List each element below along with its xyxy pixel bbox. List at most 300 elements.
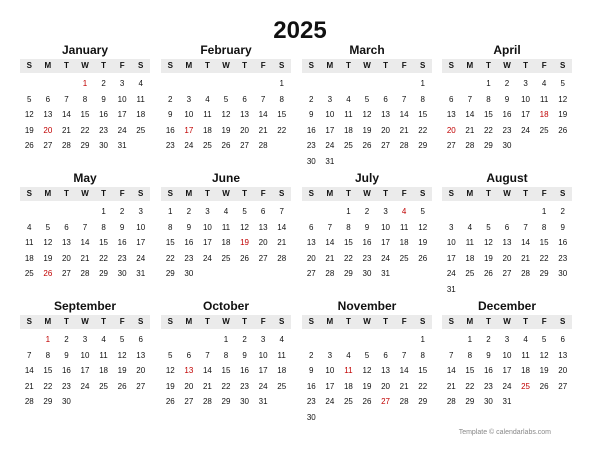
day-cell: 25 — [99, 381, 109, 391]
day-cell: 26 — [362, 141, 372, 150]
day-cell: 11 — [25, 238, 34, 247]
day-cell: 31 — [446, 284, 456, 294]
day-cell: 25 — [221, 253, 231, 263]
day-cell: 26 — [221, 141, 231, 150]
weekday-label: S — [560, 61, 566, 70]
day-cell: 22 — [165, 253, 175, 263]
day-cell: 15 — [418, 366, 428, 375]
day-cell: 30 — [184, 269, 194, 278]
weekday-label: T — [383, 61, 388, 70]
day-grid — [302, 332, 432, 425]
day-cell: 9 — [186, 222, 192, 232]
day-cell: 5 — [223, 94, 229, 104]
day-cell: 8 — [486, 94, 491, 104]
day-cell: 10 — [202, 222, 212, 232]
weekday-label: S — [279, 61, 285, 70]
day-cell: 6 — [138, 335, 143, 344]
day-cell: 14 — [446, 366, 456, 375]
holiday-day-cell: 19 — [240, 238, 250, 247]
weekday-label: S — [138, 61, 144, 70]
weekday-label: S — [138, 189, 144, 198]
day-cell: 19 — [418, 238, 428, 247]
day-cell: 18 — [136, 110, 146, 119]
day-cell: 23 — [306, 141, 316, 150]
day-cell: 15 — [343, 238, 353, 247]
weekday-label: M — [326, 189, 334, 198]
weekday-label: W — [81, 189, 89, 198]
weekday-label: M — [326, 61, 334, 70]
day-cell: 17 — [117, 110, 127, 119]
day-cell: 9 — [486, 350, 491, 360]
day-cell: 3 — [119, 79, 125, 88]
day-cell: 16 — [558, 238, 568, 247]
day-cell: 21 — [258, 125, 268, 135]
weekday-label: F — [119, 189, 125, 198]
day-cell: 3 — [449, 222, 454, 232]
day-cell: 28 — [258, 141, 268, 150]
day-cell: 21 — [521, 253, 531, 263]
empty-day-cell — [516, 204, 535, 220]
day-cell: 29 — [99, 269, 109, 278]
day-cell: 10 — [117, 94, 127, 104]
day-cell: 9 — [364, 222, 370, 232]
holiday-day-cell: 11 — [344, 366, 353, 375]
day-cell: 23 — [240, 381, 250, 391]
day-cell: 12 — [558, 94, 568, 104]
day-cell: 12 — [117, 350, 127, 360]
month-title: September — [53, 299, 117, 313]
day-cell: 8 — [168, 222, 173, 232]
day-cell: 4 — [523, 335, 528, 344]
day-cell: 31 — [136, 269, 146, 278]
weekday-header — [20, 315, 150, 329]
day-cell: 28 — [446, 397, 456, 406]
day-cell: 16 — [306, 381, 316, 391]
day-cell: 15 — [539, 238, 549, 247]
day-cell: 20 — [184, 381, 194, 391]
empty-day-cell — [217, 76, 236, 92]
empty-day-cell — [358, 76, 377, 92]
day-cell: 13 — [136, 350, 146, 360]
day-cell: 23 — [117, 253, 127, 263]
day-cell: 16 — [117, 238, 127, 247]
day-cell: 25 — [399, 253, 409, 263]
empty-day-cell — [235, 76, 254, 92]
day-cell: 14 — [325, 238, 335, 247]
empty-day-cell — [198, 76, 217, 92]
day-cell: 6 — [383, 94, 388, 104]
day-cell: 11 — [465, 238, 474, 247]
day-cell: 27 — [502, 269, 512, 278]
day-grid — [161, 204, 291, 282]
day-cell: 22 — [43, 381, 53, 391]
day-cell: 3 — [327, 94, 333, 104]
day-cell: 22 — [418, 125, 428, 135]
month-title: April — [493, 43, 521, 57]
holiday-day-cell: 26 — [43, 269, 53, 278]
day-cell: 23 — [306, 397, 316, 406]
day-cell: 4 — [101, 335, 106, 344]
day-cell: 19 — [117, 366, 127, 375]
day-cell: 4 — [138, 79, 143, 88]
weekday-label: T — [101, 317, 106, 326]
day-cell: 15 — [80, 110, 90, 119]
weekday-label: M — [185, 61, 193, 70]
day-cell: 5 — [541, 335, 547, 344]
empty-day-cell — [57, 76, 76, 92]
day-cell: 9 — [309, 366, 314, 375]
holiday-day-cell: 27 — [381, 397, 391, 406]
day-cell: 22 — [277, 125, 287, 135]
day-cell: 27 — [184, 397, 194, 406]
day-cell: 7 — [401, 350, 407, 360]
day-cell: 19 — [362, 381, 372, 391]
day-cell: 8 — [279, 94, 284, 104]
weekday-label: T — [383, 189, 388, 198]
day-cell: 5 — [45, 222, 51, 232]
day-cell: 14 — [258, 110, 268, 119]
weekday-header — [302, 187, 432, 201]
month-september — [20, 299, 150, 410]
day-cell: 20 — [258, 238, 268, 247]
weekday-label: F — [401, 189, 407, 198]
day-cell: 30 — [240, 397, 250, 406]
weekday-label: S — [420, 317, 426, 326]
day-cell: 2 — [168, 94, 173, 104]
day-cell: 11 — [99, 350, 108, 360]
day-grid — [161, 332, 291, 410]
weekday-label: M — [185, 317, 193, 326]
day-cell: 4 — [467, 222, 473, 232]
holiday-day-cell: 17 — [184, 125, 194, 135]
day-grid — [161, 76, 291, 154]
empty-day-cell — [498, 204, 517, 220]
day-cell: 2 — [560, 207, 565, 216]
day-cell: 13 — [446, 110, 456, 119]
day-cell: 12 — [165, 366, 175, 375]
day-cell: 15 — [165, 238, 175, 247]
day-cell: 12 — [221, 110, 231, 119]
day-cell: 26 — [117, 381, 127, 391]
day-cell: 2 — [119, 207, 125, 216]
month-title: November — [337, 299, 397, 313]
day-cell: 13 — [558, 350, 568, 360]
day-grid — [20, 332, 150, 410]
day-cell: 14 — [399, 110, 409, 119]
empty-day-cell — [442, 204, 461, 220]
day-cell: 21 — [277, 238, 287, 247]
day-cell: 20 — [240, 125, 250, 135]
weekday-label: T — [242, 189, 247, 198]
weekday-label: T — [204, 189, 210, 198]
day-cell: 30 — [306, 412, 316, 422]
month-title: August — [486, 171, 528, 185]
day-cell: 18 — [343, 381, 353, 391]
day-cell: 2 — [101, 79, 106, 88]
weekday-label: W — [503, 61, 511, 70]
month-title: May — [73, 171, 97, 185]
day-cell: 10 — [446, 238, 456, 247]
day-cell: 21 — [446, 381, 456, 391]
weekday-label: W — [81, 61, 89, 70]
day-cell: 19 — [483, 253, 493, 263]
weekday-label: W — [363, 317, 371, 326]
day-cell: 27 — [306, 269, 316, 278]
day-cell: 1 — [420, 79, 425, 88]
day-cell: 20 — [306, 253, 316, 263]
day-cell: 7 — [260, 94, 266, 104]
day-cell: 4 — [346, 350, 351, 360]
weekday-label: M — [466, 317, 474, 326]
day-grid — [442, 76, 572, 154]
day-cell: 6 — [45, 94, 51, 104]
weekday-header — [442, 315, 572, 329]
day-cell: 9 — [101, 94, 106, 104]
weekday-label: F — [260, 317, 266, 326]
day-cell: 23 — [502, 125, 512, 135]
day-cell: 8 — [45, 350, 51, 360]
weekday-label: T — [523, 61, 528, 70]
weekday-label: F — [401, 61, 407, 70]
day-cell: 18 — [277, 366, 287, 375]
day-cell: 3 — [82, 335, 88, 344]
day-cell: 24 — [136, 253, 146, 263]
empty-day-cell — [461, 76, 480, 92]
month-title: December — [477, 299, 537, 313]
day-cell: 23 — [558, 253, 568, 263]
weekday-label: T — [63, 189, 69, 198]
day-cell: 3 — [504, 335, 510, 344]
day-cell: 20 — [381, 125, 391, 135]
day-cell: 11 — [136, 94, 145, 104]
day-cell: 1 — [346, 207, 351, 216]
weekday-label: S — [167, 61, 173, 70]
weekday-header — [442, 187, 572, 201]
day-grid — [442, 204, 572, 297]
day-cell: 29 — [221, 397, 231, 406]
day-cell: 23 — [99, 125, 109, 135]
day-cell: 18 — [343, 125, 353, 135]
day-cell: 4 — [27, 222, 32, 232]
empty-day-cell — [198, 332, 217, 348]
day-cell: 17 — [521, 110, 531, 119]
month-title: October — [202, 299, 249, 313]
day-cell: 11 — [539, 94, 549, 104]
day-cell: 16 — [362, 238, 372, 247]
month-february — [161, 43, 291, 154]
day-cell: 8 — [223, 350, 229, 360]
weekday-label: T — [485, 61, 491, 70]
day-cell: 26 — [483, 269, 493, 278]
day-cell: 19 — [43, 253, 53, 263]
day-cell: 16 — [502, 110, 512, 119]
day-cell: 30 — [483, 397, 493, 406]
day-cell: 23 — [184, 253, 194, 263]
day-cell: 19 — [362, 125, 372, 135]
weekday-label: W — [81, 317, 89, 326]
day-cell: 8 — [420, 350, 425, 360]
day-cell: 14 — [80, 238, 90, 247]
day-cell: 11 — [221, 222, 231, 232]
weekday-label: F — [119, 317, 125, 326]
day-cell: 16 — [306, 125, 316, 135]
day-cell: 14 — [521, 238, 531, 247]
weekday-label: T — [523, 189, 528, 198]
day-cell: 13 — [240, 110, 250, 119]
weekday-label: S — [420, 61, 426, 70]
day-cell: 25 — [277, 381, 287, 391]
day-cell: 15 — [221, 366, 231, 375]
day-cell: 9 — [119, 222, 125, 232]
day-cell: 1 — [279, 79, 284, 88]
day-cell: 24 — [502, 381, 512, 391]
day-cell: 6 — [449, 94, 454, 104]
day-cell: 24 — [117, 125, 127, 135]
day-cell: 14 — [61, 110, 71, 119]
weekday-label: W — [503, 189, 511, 198]
day-cell: 27 — [61, 269, 71, 278]
day-cell: 26 — [165, 397, 175, 406]
day-cell: 28 — [521, 269, 531, 278]
empty-day-cell — [339, 332, 358, 348]
day-cell: 7 — [279, 207, 284, 216]
day-cell: 9 — [64, 350, 69, 360]
day-cell: 2 — [242, 335, 247, 344]
weekday-label: S — [448, 189, 454, 198]
empty-day-cell — [321, 204, 340, 220]
day-cell: 3 — [186, 94, 192, 104]
weekday-label: F — [401, 317, 407, 326]
day-cell: 3 — [260, 335, 266, 344]
day-cell: 25 — [24, 269, 34, 278]
day-cell: 12 — [362, 110, 372, 119]
weekday-label: F — [541, 61, 547, 70]
month-title: January — [61, 43, 109, 57]
day-cell: 24 — [381, 253, 391, 263]
day-cell: 25 — [136, 125, 146, 135]
day-cell: 27 — [446, 141, 456, 150]
empty-day-cell — [321, 332, 340, 348]
day-cell: 6 — [242, 94, 247, 104]
empty-day-cell — [376, 332, 395, 348]
day-cell: 20 — [502, 253, 512, 263]
day-cell: 23 — [362, 253, 372, 263]
weekday-label: W — [363, 61, 371, 70]
weekday-label: T — [101, 61, 106, 70]
weekday-label: T — [523, 317, 528, 326]
day-cell: 11 — [203, 110, 212, 119]
day-cell: 3 — [523, 79, 528, 88]
day-cell: 4 — [205, 94, 210, 104]
day-cell: 30 — [558, 269, 568, 278]
day-cell: 9 — [309, 110, 314, 119]
empty-day-cell — [76, 204, 95, 220]
day-cell: 1 — [467, 335, 473, 344]
weekday-header — [161, 59, 291, 73]
empty-day-cell — [321, 76, 340, 92]
day-cell: 20 — [381, 381, 391, 391]
weekday-label: M — [185, 189, 193, 198]
day-cell: 15 — [99, 238, 109, 247]
weekday-label: S — [420, 189, 426, 198]
day-cell: 23 — [165, 141, 175, 150]
day-cell: 29 — [418, 397, 428, 406]
weekday-label: T — [63, 61, 69, 70]
weekday-header — [302, 59, 432, 73]
day-cell: 17 — [325, 381, 335, 391]
empty-day-cell — [180, 332, 199, 348]
day-cell: 27 — [240, 141, 250, 150]
holiday-day-cell: 4 — [401, 207, 407, 216]
day-cell: 28 — [80, 269, 90, 278]
weekday-label: F — [260, 61, 266, 70]
day-cell: 26 — [240, 253, 250, 263]
weekday-label: M — [466, 61, 474, 70]
day-cell: 24 — [521, 125, 531, 135]
empty-day-cell — [358, 332, 377, 348]
day-cell: 26 — [558, 125, 568, 135]
day-cell: 8 — [82, 94, 88, 104]
day-cell: 16 — [61, 366, 71, 375]
weekday-header — [161, 187, 291, 201]
day-cell: 18 — [521, 366, 531, 375]
day-cell: 18 — [99, 366, 109, 375]
holiday-day-cell: 20 — [446, 125, 456, 135]
holiday-day-cell: 25 — [521, 381, 531, 391]
day-cell: 17 — [258, 366, 268, 375]
weekday-label: S — [26, 317, 32, 326]
day-cell: 14 — [24, 366, 34, 375]
day-cell: 16 — [184, 238, 194, 247]
day-cell: 9 — [560, 222, 565, 232]
weekday-label: W — [363, 189, 371, 198]
empty-day-cell — [302, 332, 321, 348]
day-cell: 6 — [560, 335, 565, 344]
day-cell: 23 — [483, 381, 493, 391]
day-cell: 29 — [483, 141, 493, 150]
weekday-label: S — [26, 189, 32, 198]
day-cell: 2 — [186, 207, 192, 216]
day-cell: 25 — [539, 125, 549, 135]
day-cell: 13 — [43, 110, 53, 119]
day-cell: 17 — [80, 366, 90, 375]
empty-day-cell — [20, 204, 39, 220]
footer-credit: Template © calendarlabs.com — [458, 429, 551, 436]
day-cell: 12 — [240, 222, 250, 232]
weekday-label: S — [26, 61, 32, 70]
day-cell: 2 — [364, 207, 370, 216]
day-cell: 30 — [502, 141, 512, 150]
day-cell: 16 — [165, 125, 175, 135]
day-cell: 18 — [221, 238, 231, 247]
weekday-label: S — [279, 317, 285, 326]
day-cell: 26 — [362, 397, 372, 406]
day-cell: 13 — [502, 238, 512, 247]
day-cell: 27 — [381, 141, 391, 150]
month-may — [20, 171, 150, 282]
empty-day-cell — [442, 332, 461, 348]
day-cell: 3 — [327, 350, 333, 360]
month-january — [20, 43, 150, 154]
day-cell: 14 — [277, 222, 287, 232]
weekday-label: S — [308, 61, 314, 70]
day-cell: 29 — [465, 397, 475, 406]
weekday-label: S — [308, 317, 314, 326]
day-cell: 18 — [465, 253, 475, 263]
day-cell: 7 — [205, 350, 210, 360]
day-cell: 30 — [61, 397, 71, 406]
day-cell: 21 — [202, 381, 212, 391]
